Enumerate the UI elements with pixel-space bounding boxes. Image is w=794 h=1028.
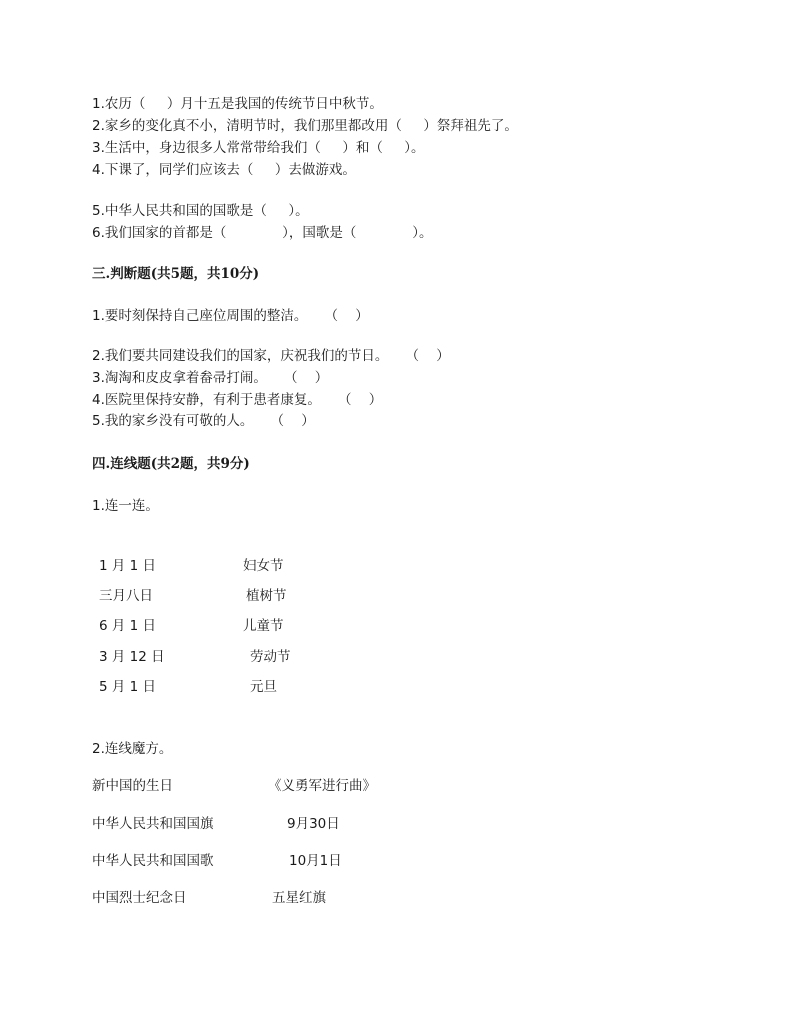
question-line: 4.下课了，同学们应该去（ ）去做游戏。: [92, 162, 356, 178]
match-left-item: 3 月 12 日: [99, 649, 165, 665]
match-right-item: 元旦: [250, 679, 277, 695]
question-line: 6.我们国家的首都是（ ），国歌是（ ）。: [92, 225, 433, 241]
judge-item: 3.淘淘和皮皮拿着畚帚打闹。 （ ）: [92, 370, 329, 386]
question-line: 3.生活中，身边很多人常常带给我们（ ）和（ ）。: [92, 140, 425, 156]
match-right-item: 五星红旗: [272, 890, 326, 906]
match-left-item: 中国烈士纪念日: [92, 890, 187, 906]
match-right-item: 9月30日: [287, 816, 340, 832]
judge-item: 2.我们要共同建设我们的国家，庆祝我们的节日。 （ ）: [92, 348, 450, 364]
match-left-item: 中华人民共和国国旗: [92, 816, 214, 832]
match-left-item: 三月八日: [99, 588, 153, 604]
match-right-item: 儿童节: [243, 618, 284, 634]
match-left-item: 5 月 1 日: [99, 679, 157, 695]
judge-item: 4.医院里保持安静，有利于患者康复。 （ ）: [92, 392, 383, 408]
question-line: 1.农历（ ）月十五是我国的传统节日中秋节。: [92, 96, 383, 112]
match-left-item: 6 月 1 日: [99, 618, 157, 634]
judge-item: 1.要时刻保持自己座位周围的整洁。 （ ）: [92, 308, 369, 324]
match-right-item: 劳动节: [250, 649, 291, 665]
match-left-item: 1 月 1 日: [99, 558, 157, 574]
judge-item: 5.我的家乡没有可敬的人。 （ ）: [92, 413, 315, 429]
section-heading-match: 四.连线题(共2题，共9分): [92, 456, 250, 472]
match-right-item: 10月1日: [289, 853, 342, 869]
match-right-item: 植树节: [246, 588, 287, 604]
section-heading-judge: 三.判断题(共5题，共10分): [92, 266, 260, 282]
match-question-title: 1.连一连。: [92, 498, 159, 514]
match-question-title: 2.连线魔方。: [92, 741, 173, 757]
question-line: 2.家乡的变化真不小，清明节时，我们那里都改用（ ）祭拜祖先了。: [92, 118, 518, 134]
match-right-item: 妇女节: [243, 558, 284, 574]
question-line: 5.中华人民共和国的国歌是（ ）。: [92, 203, 309, 219]
match-left-item: 中华人民共和国国歌: [92, 853, 214, 869]
match-left-item: 新中国的生日: [92, 778, 173, 794]
match-right-item: 《义勇军进行曲》: [268, 778, 376, 794]
